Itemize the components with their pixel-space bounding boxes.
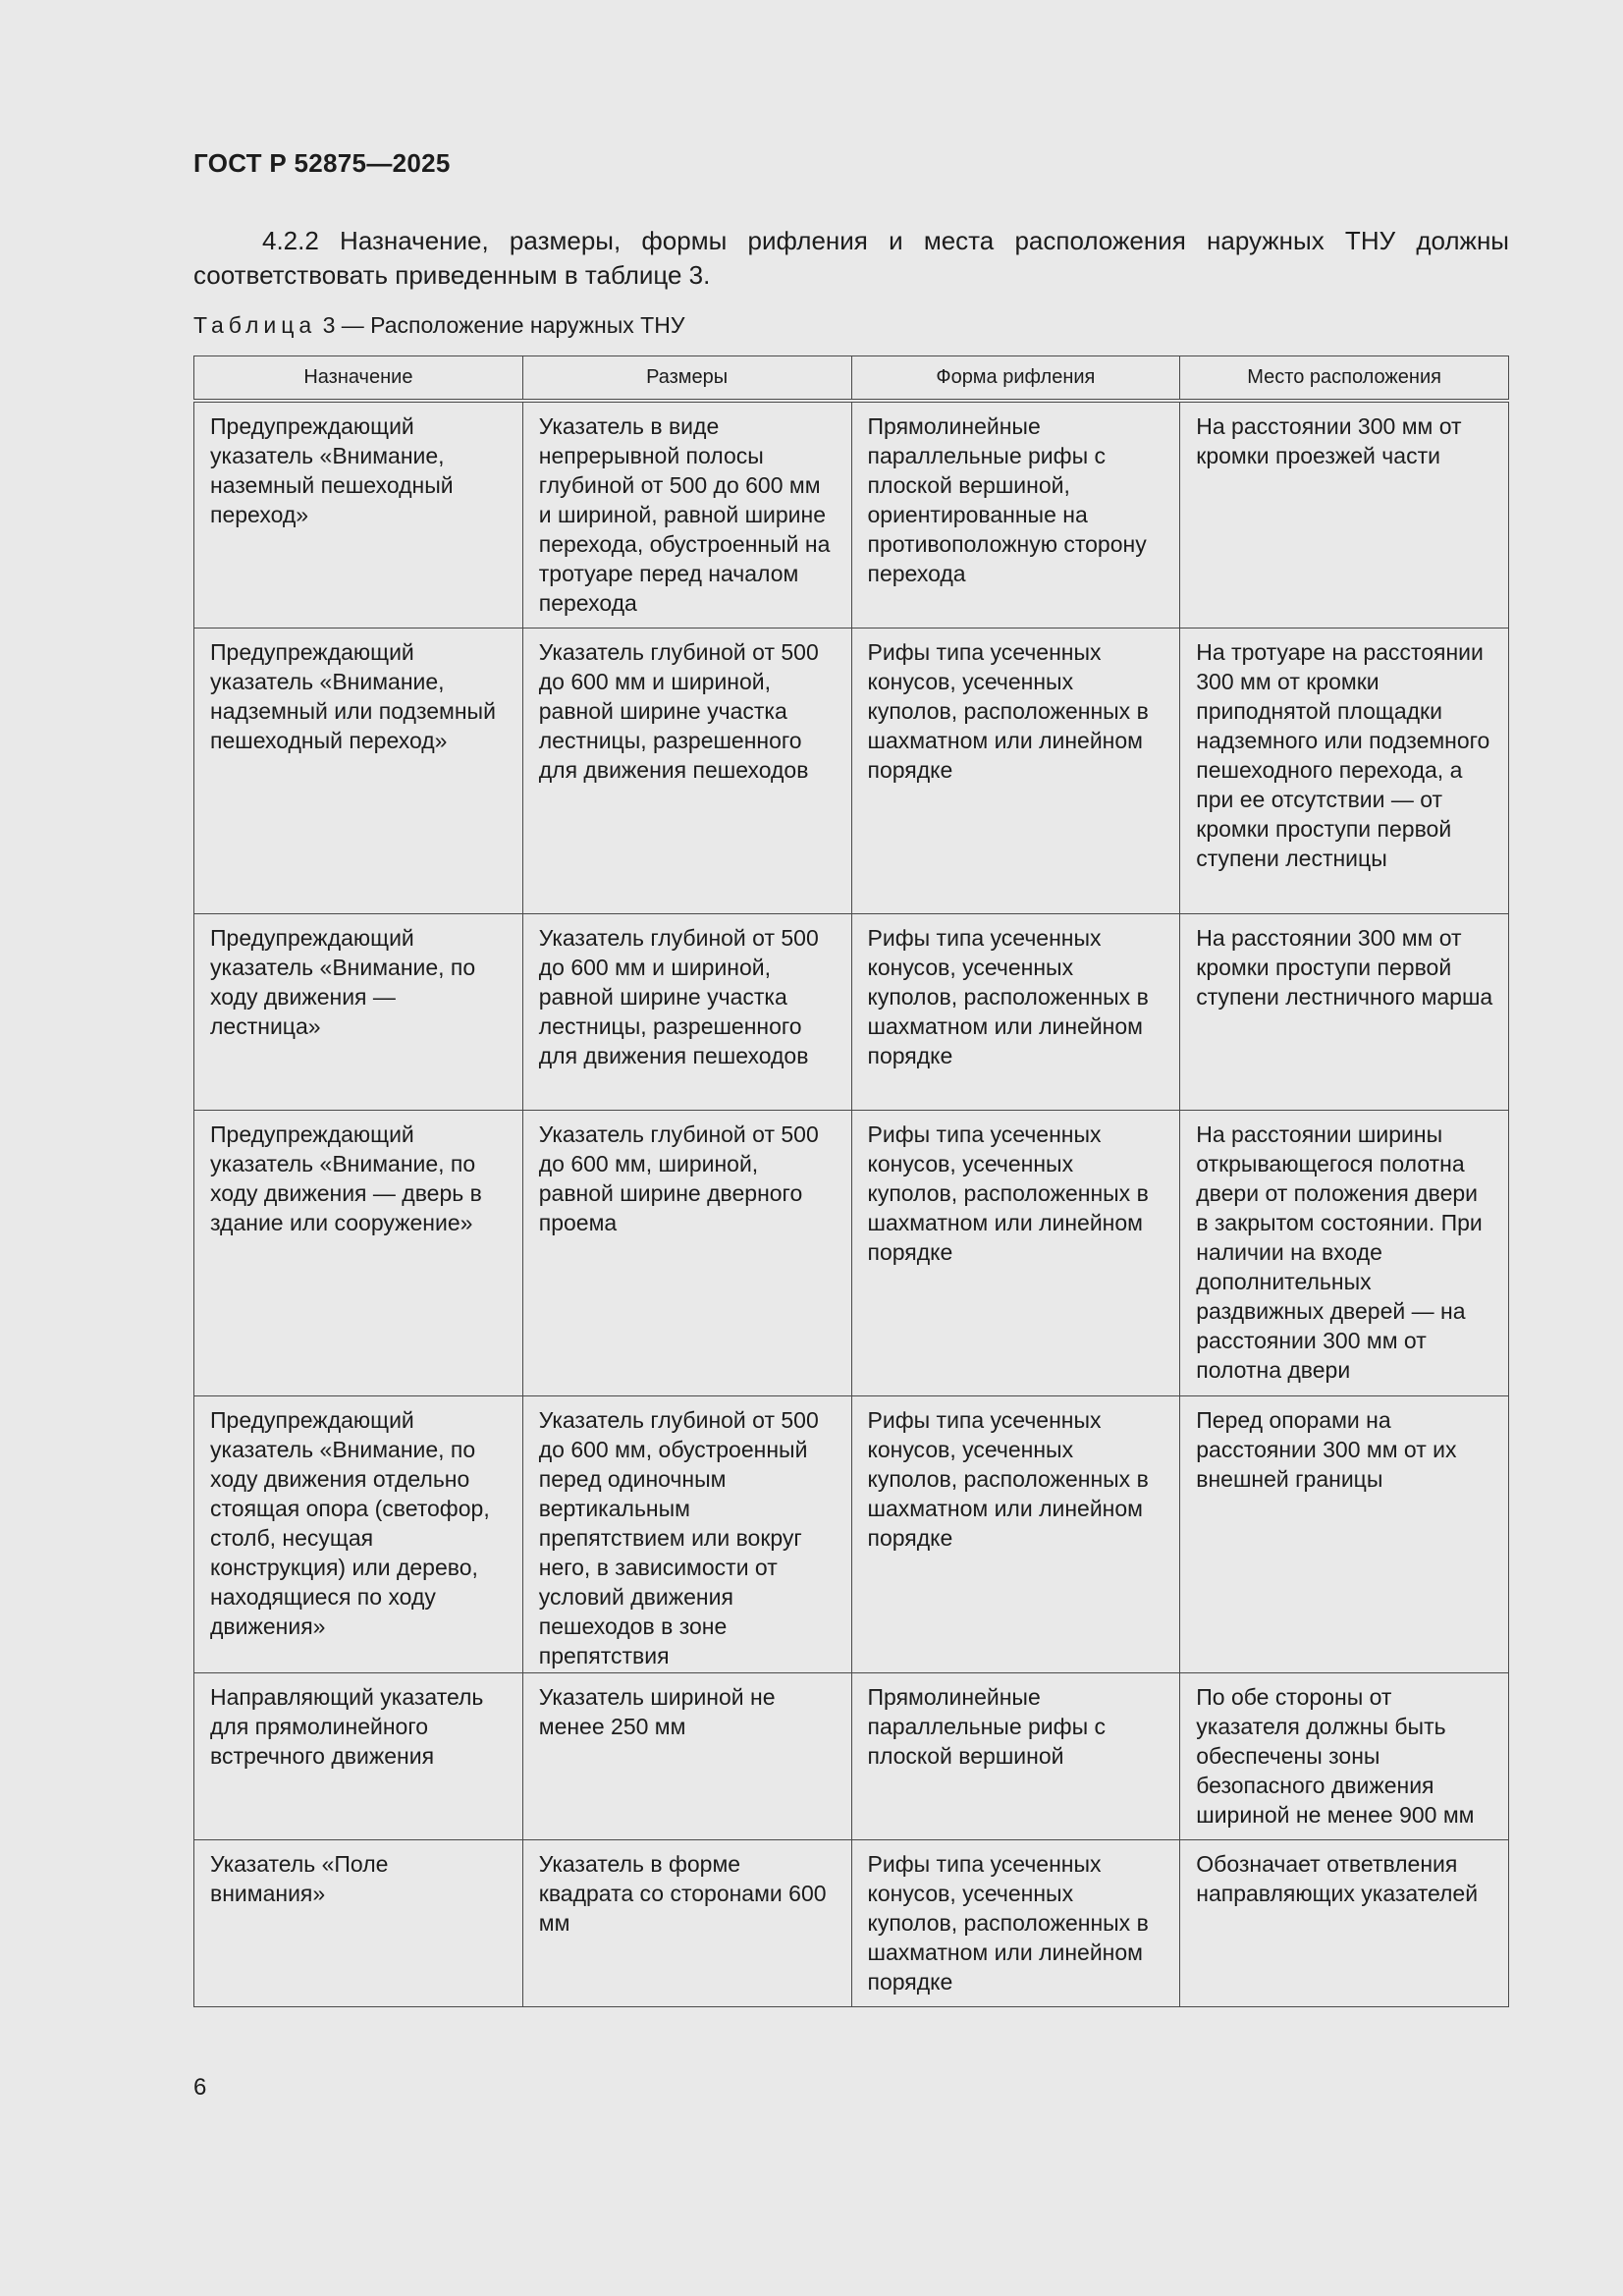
table-row: [194, 1673, 1509, 1840]
cell-location: По обе стороны от указателя должны быть обеспечены зоны безопасного движения шириной не менее 900 мм: [1180, 1673, 1509, 1840]
column-header-location: Место расположения: [1180, 356, 1509, 402]
cell-corrugation-form: Рифы типа усеченных конусов, усеченных куполов, расположенных в шахматном или линейном порядке: [851, 1396, 1180, 1673]
cell-location: На расстоянии 300 мм от кромки проступи первой ступени лестничного марша: [1180, 914, 1509, 1111]
cell-corrugation-form: Рифы типа усеченных конусов, усеченных куполов, расположенных в шахматном или линейном порядке: [851, 1111, 1180, 1396]
cell-location: Перед опорами на расстоянии 300 мм от их внешней границы: [1180, 1396, 1509, 1673]
table-row: [194, 914, 1509, 1111]
cell-purpose: Предупреждающий указатель «Внимание, по ходу движения отдельно стоящая опора (светофор, столб, несущая конструкция) или дерево, находящиеся по ходу движения»: [194, 1396, 523, 1673]
cell-purpose: Указатель «Поле внимания»: [194, 1840, 523, 2007]
table-row: [194, 1840, 1509, 2007]
cell-location: На тротуаре на расстоянии 300 мм от кромки приподнятой площадки надземного или подземного пешеходного перехода, а при ее отсутствии — от кромки проступи первой ступени лестницы: [1180, 629, 1509, 914]
table-row: [194, 401, 1509, 629]
cell-corrugation-form: Рифы типа усеченных конусов, усеченных куполов, расположенных в шахматном или линейном порядке: [851, 629, 1180, 914]
cell-corrugation-form: Прямолинейные параллельные рифы с плоской вершиной: [851, 1673, 1180, 1840]
cell-purpose: Предупреждающий указатель «Внимание, надземный или подземный пешеходный переход»: [194, 629, 523, 914]
cell-dimensions: Указатель в виде непрерывной полосы глубиной от 500 до 600 мм и шириной, равной ширине перехода, обустроенный на тротуаре перед началом перехода: [522, 401, 851, 629]
cell-location: Обозначает ответвления направляющих указателей: [1180, 1840, 1509, 2007]
column-header-purpose: Назначение: [194, 356, 523, 402]
table-row: [194, 1111, 1509, 1396]
cell-purpose: Предупреждающий указатель «Внимание, наземный пешеходный переход»: [194, 401, 523, 629]
page-number: 6: [193, 2074, 207, 2101]
cell-dimensions: Указатель глубиной от 500 до 600 мм, обустроенный перед одиночным вертикальным препятствием или вокруг него, в зависимости от условий движения пешеходов в зоне препятствия: [522, 1396, 851, 1673]
cell-location: На расстоянии ширины открывающегося полотна двери от положения двери в закрытом состоянии. При наличии на входе дополнительных раздвижных дверей — на расстоянии 300 мм от полотна двери: [1180, 1111, 1509, 1396]
cell-location: На расстоянии 300 мм от кромки проезжей части: [1180, 401, 1509, 629]
cell-purpose: Предупреждающий указатель «Внимание, по ходу движения — дверь в здание или сооружение»: [194, 1111, 523, 1396]
table-row: [194, 629, 1509, 914]
table-row: [194, 1396, 1509, 1673]
cell-corrugation-form: Рифы типа усеченных конусов, усеченных куполов, расположенных в шахматном или линейном порядке: [851, 1840, 1180, 2007]
cell-corrugation-form: Рифы типа усеченных конусов, усеченных куполов, расположенных в шахматном или линейном порядке: [851, 914, 1180, 1111]
column-header-dimensions: Размеры: [522, 356, 851, 402]
column-header-corrugation-form: Форма рифления: [851, 356, 1180, 402]
table-caption-label: Таблица: [193, 312, 317, 338]
cell-dimensions: Указатель в форме квадрата со сторонами 600 мм: [522, 1840, 851, 2007]
document-id: ГОСТ Р 52875—2025: [193, 148, 451, 178]
cell-dimensions: Указатель глубиной от 500 до 600 мм и шириной, равной ширине участка лестницы, разрешенного для движения пешеходов: [522, 629, 851, 914]
table-header-row: [194, 356, 1509, 402]
tnu-table: [193, 355, 1509, 2007]
cell-purpose: Направляющий указатель для прямолинейного встречного движения: [194, 1673, 523, 1840]
cell-purpose: Предупреждающий указатель «Внимание, по ходу движения — лестница»: [194, 914, 523, 1111]
table-caption: [193, 312, 684, 339]
cell-corrugation-form: Прямолинейные параллельные рифы с плоской вершиной, ориентированные на противоположную сторону перехода: [851, 401, 1180, 629]
cell-dimensions: Указатель глубиной от 500 до 600 мм и шириной, равной ширине участка лестницы, разрешенного для движения пешеходов: [522, 914, 851, 1111]
cell-dimensions: Указатель шириной не менее 250 мм: [522, 1673, 851, 1840]
cell-dimensions: Указатель глубиной от 500 до 600 мм, шириной, равной ширине дверного проема: [522, 1111, 851, 1396]
intro-paragraph: 4.2.2 Назначение, размеры, формы рифления и места расположения наружных ТНУ должны соответствовать приведенным в таблице 3.: [193, 226, 1509, 290]
table-caption-title: 3 — Расположение наружных ТНУ: [316, 312, 685, 338]
